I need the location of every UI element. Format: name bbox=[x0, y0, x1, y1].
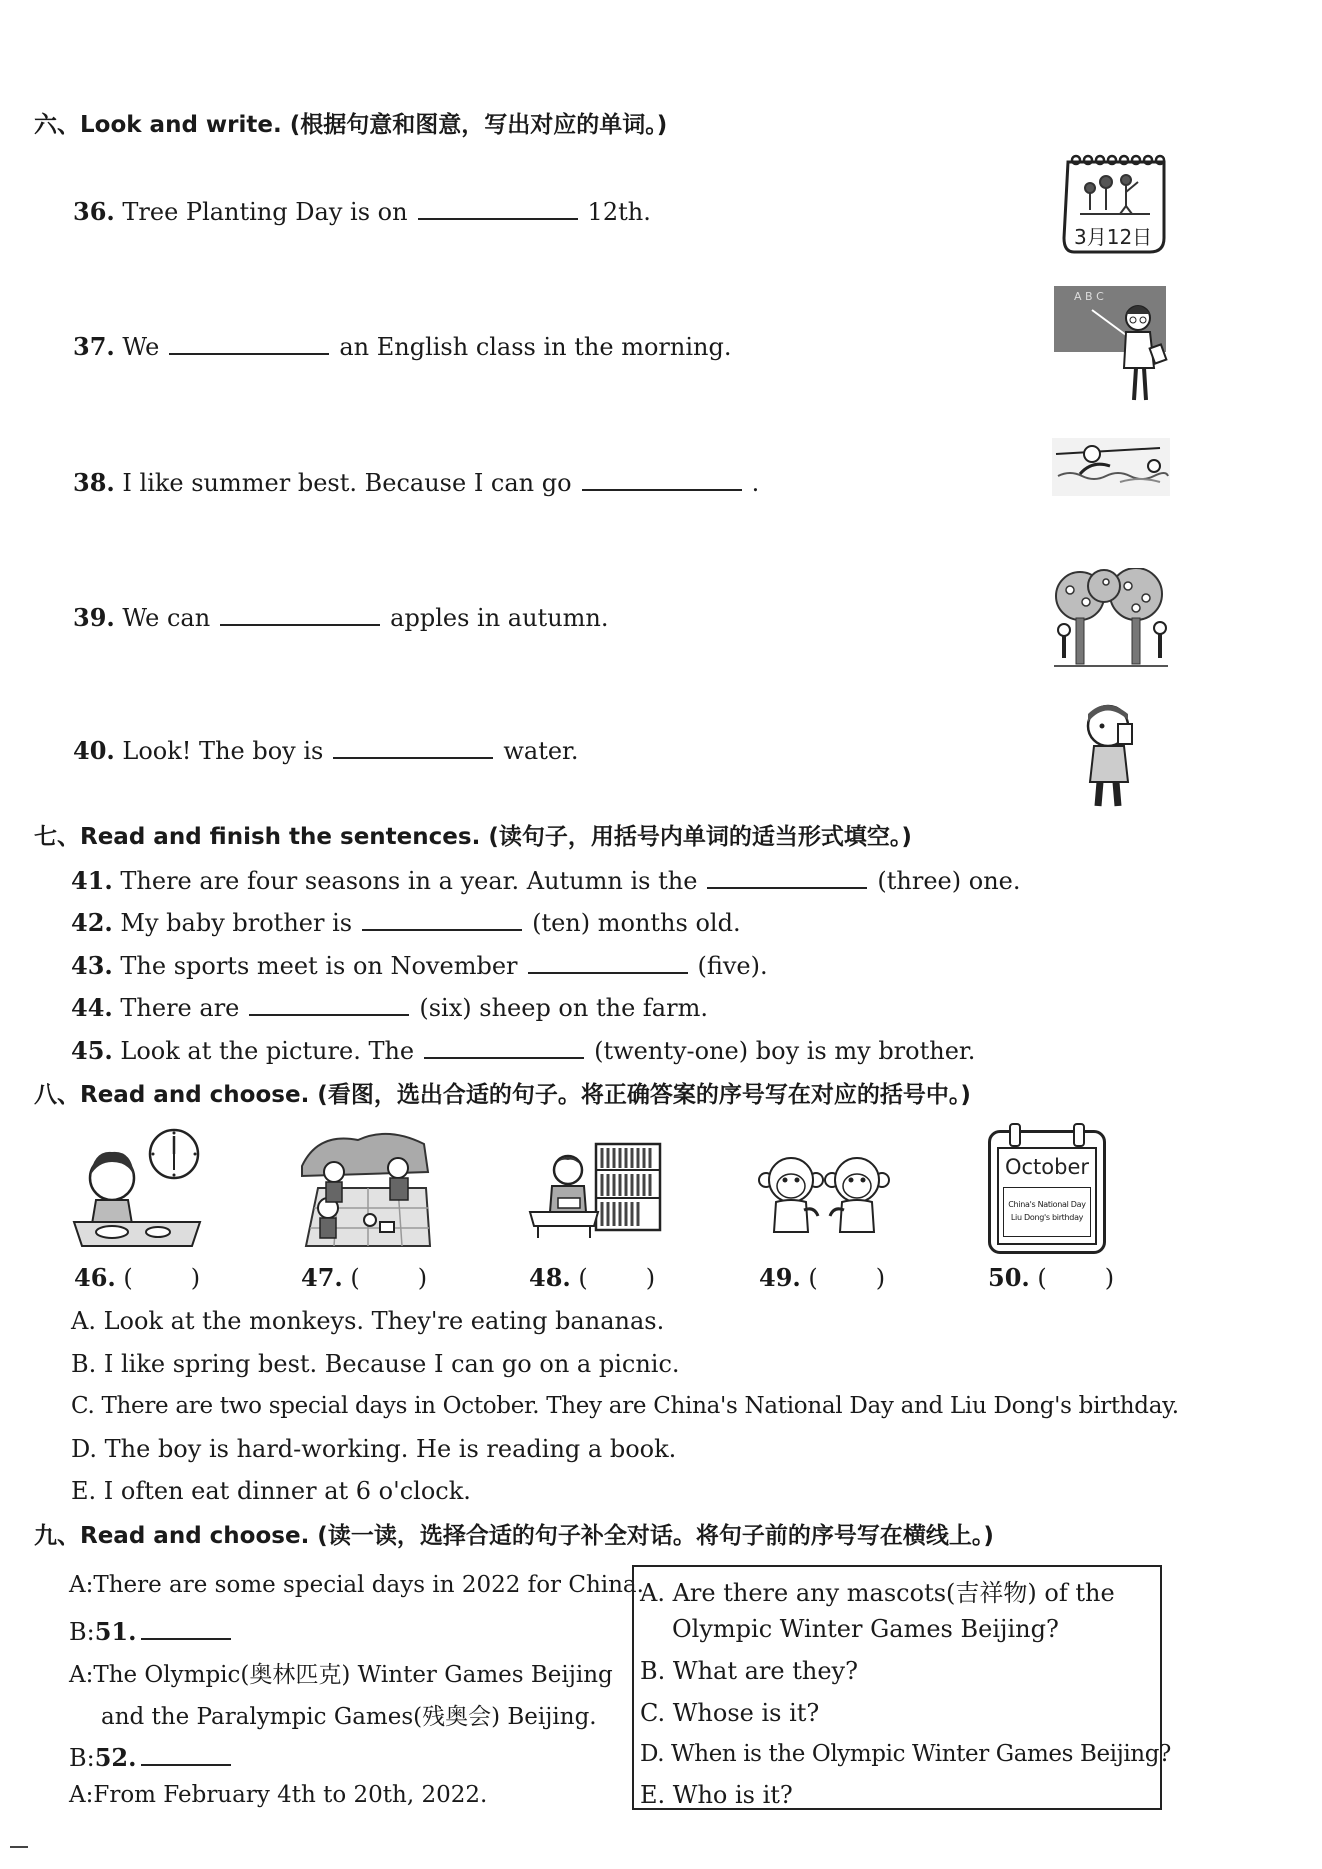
answer-blank[interactable] bbox=[249, 990, 409, 1016]
question-text: Look! The boy is bbox=[122, 737, 324, 765]
answer-bracket-49[interactable] bbox=[759, 1263, 885, 1292]
dialog-options-box bbox=[632, 1565, 1171, 1810]
question-37 bbox=[73, 329, 731, 361]
question-number: 44. bbox=[71, 993, 113, 1022]
swimming-illustration bbox=[1050, 436, 1172, 498]
answer-blank[interactable] bbox=[707, 863, 867, 889]
option-b: B. I like spring best. Because I can go on a picnic. bbox=[71, 1350, 680, 1378]
calendar-ring bbox=[1009, 1123, 1021, 1147]
dialog-line bbox=[69, 1740, 241, 1772]
blackboard-letters: A B C bbox=[1074, 290, 1104, 303]
bracket-close: ) bbox=[190, 1264, 201, 1292]
question-text: I like summer best. Because I can go bbox=[122, 469, 572, 497]
question-text: an English class in the morning. bbox=[339, 333, 732, 361]
question-42 bbox=[71, 905, 741, 937]
question-number: 38. bbox=[73, 468, 115, 497]
dialog-option-d: D. When is the Olympic Winter Games Beijing? bbox=[640, 1741, 1171, 1767]
question-number: 51. bbox=[94, 1617, 137, 1646]
bracket-close: ) bbox=[875, 1264, 886, 1292]
question-text: My baby brother is bbox=[120, 909, 353, 937]
speaker: B: bbox=[69, 1618, 95, 1646]
answer-bracket-48[interactable] bbox=[529, 1263, 655, 1292]
bracket-open: ( bbox=[1037, 1264, 1047, 1292]
answer-blank[interactable] bbox=[141, 1614, 231, 1640]
calendar-date-label: 3月12日 bbox=[1074, 225, 1153, 249]
calendar-month: October bbox=[1004, 1155, 1090, 1179]
question-text: (ten) months old. bbox=[532, 909, 741, 937]
question-text: Tree Planting Day is on bbox=[122, 198, 408, 226]
dialog-line bbox=[69, 1656, 613, 1689]
speaker: A: bbox=[69, 1782, 94, 1808]
dialog-text: From February 4th to 20th, 2022. bbox=[93, 1782, 488, 1808]
question-text: 12th. bbox=[587, 198, 651, 226]
bracket-open: ( bbox=[350, 1264, 360, 1292]
answer-blank[interactable] bbox=[362, 905, 522, 931]
teacher-blackboard-illustration bbox=[1052, 284, 1172, 406]
question-number: 45. bbox=[71, 1036, 113, 1065]
question-43 bbox=[71, 948, 768, 980]
girl-dinner-clock-illustration bbox=[72, 1126, 202, 1250]
question-number: 40. bbox=[73, 736, 115, 765]
dialog-line bbox=[101, 1698, 597, 1731]
question-39 bbox=[73, 600, 609, 632]
question-number: 47. bbox=[301, 1263, 343, 1292]
question-number: 46. bbox=[74, 1263, 116, 1292]
question-45 bbox=[71, 1033, 975, 1065]
section-7-title: 七、Read and finish the sentences. (读句子，用括号内单词的适当形式填空。) bbox=[34, 824, 912, 850]
speaker: A: bbox=[69, 1662, 94, 1688]
answer-blank[interactable] bbox=[528, 948, 688, 974]
question-text: (three) one. bbox=[877, 867, 1021, 895]
answer-blank[interactable] bbox=[169, 329, 329, 355]
question-text: We can bbox=[122, 604, 211, 632]
question-text: (twenty-one) boy is my brother. bbox=[594, 1037, 976, 1065]
bracket-close: ) bbox=[645, 1264, 656, 1292]
question-text: (five). bbox=[697, 952, 768, 980]
bracket-open: ( bbox=[578, 1264, 588, 1292]
answer-blank[interactable] bbox=[424, 1033, 584, 1059]
question-number: 37. bbox=[73, 332, 115, 361]
speaker: A: bbox=[69, 1572, 94, 1598]
answer-bracket-46[interactable] bbox=[74, 1263, 200, 1292]
calendar-march-12-illustration bbox=[1060, 152, 1172, 260]
bracket-close: ) bbox=[417, 1264, 428, 1292]
dialog-text: and the Paralympic Games(残奥会) Beijing. bbox=[101, 1704, 597, 1730]
question-text: Look at the picture. The bbox=[120, 1037, 415, 1065]
bracket-open: ( bbox=[808, 1264, 818, 1292]
question-44 bbox=[71, 990, 708, 1022]
boy-reading-illustration bbox=[528, 1140, 666, 1240]
dialog-option-a-continued: Olympic Winter Games Beijing? bbox=[672, 1615, 1059, 1643]
answer-bracket-50[interactable] bbox=[988, 1263, 1114, 1292]
dialog-line bbox=[69, 1614, 241, 1646]
calendar-ring bbox=[1073, 1123, 1085, 1147]
answer-blank[interactable] bbox=[418, 194, 578, 220]
question-38 bbox=[73, 465, 759, 497]
option-a: A. Look at the monkeys. They're eating bananas. bbox=[71, 1307, 665, 1335]
bracket-close: ) bbox=[1104, 1264, 1115, 1292]
question-number: 39. bbox=[73, 603, 115, 632]
option-c: C. There are two special days in October. They are China's National Day and Liu Dong's birthday. bbox=[71, 1393, 1179, 1419]
question-number: 52. bbox=[94, 1743, 137, 1772]
dialog-option-a: A. Are there any mascots(吉祥物) of the bbox=[640, 1579, 1115, 1607]
bracket-open: ( bbox=[123, 1264, 133, 1292]
answer-bracket-47[interactable] bbox=[301, 1263, 427, 1292]
question-text: There are bbox=[120, 994, 240, 1022]
dialog-text: The Olympic(奥林匹克) Winter Games Beijing bbox=[93, 1662, 613, 1688]
question-number: 36. bbox=[73, 197, 115, 226]
dialog-text: There are some special days in 2022 for China. bbox=[93, 1572, 644, 1598]
dialog-option-b: B. What are they? bbox=[640, 1657, 858, 1685]
page-edge-mark bbox=[10, 1846, 28, 1848]
question-text: We bbox=[122, 333, 160, 361]
question-41 bbox=[71, 863, 1020, 895]
question-36 bbox=[73, 194, 651, 226]
boy-drinking-illustration bbox=[1066, 700, 1156, 812]
dialog-line bbox=[69, 1572, 644, 1598]
monkeys-eating-bananas-illustration bbox=[758, 1152, 890, 1240]
calendar-event: Liu Dong's birthday bbox=[1010, 1213, 1084, 1222]
answer-blank[interactable] bbox=[220, 600, 380, 626]
section-9-title: 九、Read and choose. (读一读，选择合适的句子补全对话。将句子前的序号写在横线上。) bbox=[34, 1523, 994, 1549]
dialog-option-c: C. Whose is it? bbox=[640, 1699, 820, 1727]
question-text: water. bbox=[503, 737, 579, 765]
apple-picking-illustration bbox=[1050, 568, 1172, 672]
section-8-title: 八、Read and choose. (看图，选出合适的句子。将正确答案的序号写在对应的括号中。) bbox=[34, 1082, 971, 1108]
question-40 bbox=[73, 733, 579, 765]
option-e: E. I often eat dinner at 6 o'clock. bbox=[71, 1477, 471, 1505]
question-text: There are four seasons in a year. Autumn is the bbox=[120, 867, 698, 895]
question-text: (six) sheep on the farm. bbox=[419, 994, 708, 1022]
question-number: 49. bbox=[759, 1263, 801, 1292]
answer-blank[interactable] bbox=[582, 465, 742, 491]
question-text: apples in autumn. bbox=[390, 604, 609, 632]
picnic-illustration bbox=[298, 1126, 434, 1248]
question-number: 43. bbox=[71, 951, 113, 980]
question-number: 41. bbox=[71, 866, 113, 895]
dialog-line bbox=[69, 1782, 487, 1808]
question-text: . bbox=[751, 469, 760, 497]
answer-blank[interactable] bbox=[141, 1740, 231, 1766]
option-d: D. The boy is hard-working. He is reading a book. bbox=[71, 1435, 677, 1463]
dialog-option-e: E. Who is it? bbox=[640, 1781, 793, 1809]
calendar-event: China's National Day bbox=[1008, 1200, 1086, 1209]
october-calendar-illustration bbox=[988, 1130, 1106, 1254]
question-text: The sports meet is on November bbox=[120, 952, 518, 980]
answer-blank[interactable] bbox=[333, 733, 493, 759]
question-number: 50. bbox=[988, 1263, 1030, 1292]
speaker: B: bbox=[69, 1744, 95, 1772]
question-number: 48. bbox=[529, 1263, 571, 1292]
question-number: 42. bbox=[71, 908, 113, 937]
section-6-title: 六、Look and write. (根据句意和图意，写出对应的单词。) bbox=[34, 112, 668, 138]
